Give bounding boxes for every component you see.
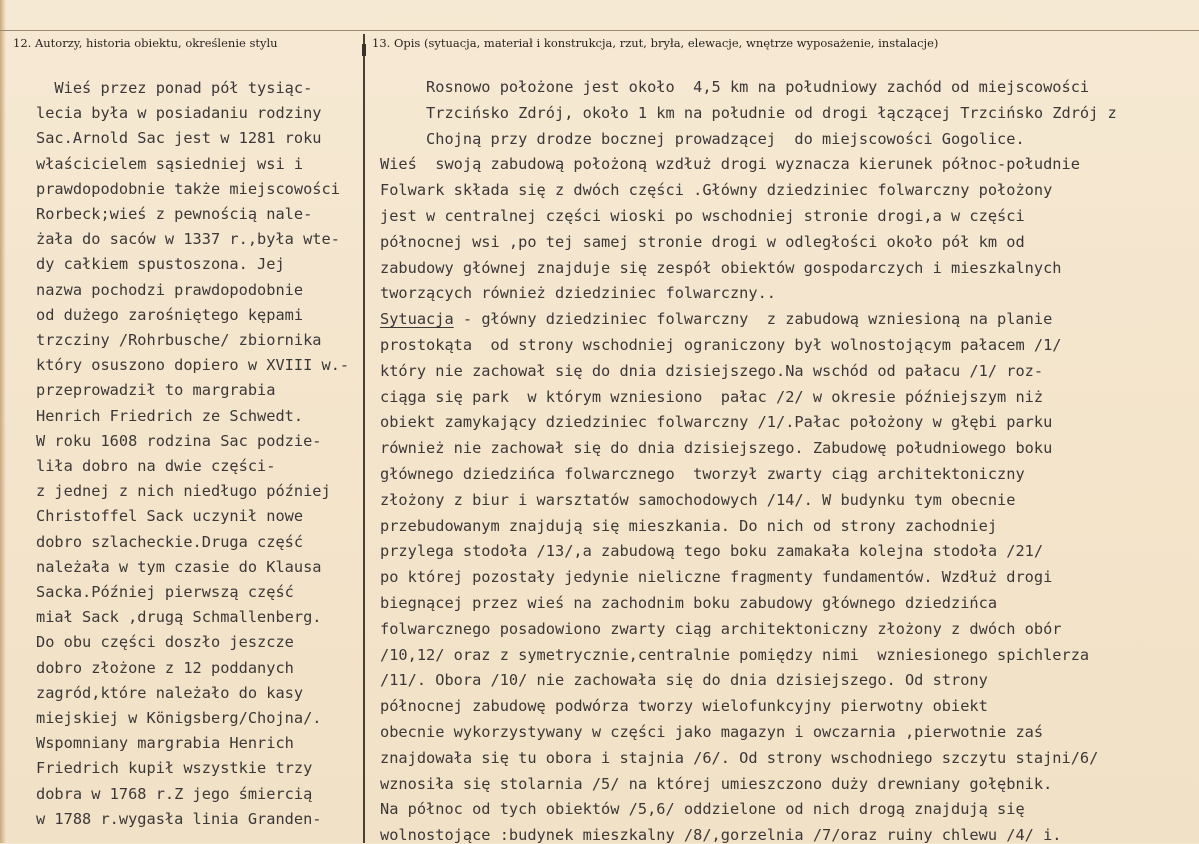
right-column-header: 13. Opis (sytuacja, materiał i konstrukcja, rzut, bryła, elewacje, wnętrze wyposażenie, instalacje) bbox=[372, 36, 939, 50]
text-line: prawdopodobnie także miejscowości bbox=[36, 179, 340, 198]
text-line: folwarcznego posadowiono zwarty ciąg architektoniczny złożony z dwóch obór bbox=[380, 619, 1062, 638]
text-line: dobra w 1768 r.Z jego śmiercią bbox=[36, 784, 313, 803]
text-line: obiekt zamykający dziedziniec folwarczny /1/.Pałac położony w głębi parku bbox=[380, 413, 1053, 432]
text-line: który nie zachował się do dnia dzisiejszego.Na wschód od pałacu /1/ roz- bbox=[380, 361, 1044, 380]
text-line: nazwa pochodzi prawdopodobnie bbox=[36, 280, 304, 299]
text-line: Rosnowo położone jest około 4,5 km na południowy zachód od miejscowości bbox=[380, 78, 1090, 96]
header-rule bbox=[0, 30, 1199, 31]
text-line: Christoffel Sack uczynił nowe bbox=[36, 507, 304, 526]
text-line: miejskiej w Königsberg/Chojna/. bbox=[36, 709, 322, 727]
text-line: ciąga się park w którym wzniesiono pałac /2/ w okresie późniejszym niż bbox=[380, 387, 1044, 406]
text-line: w 1788 r.wygasła linia Granden- bbox=[36, 809, 322, 828]
text-line: żała do saców w 1337 r.,była wte- bbox=[36, 230, 340, 249]
text-line: Sacka.Później pierwszą część bbox=[36, 583, 294, 601]
text-line: /10,12/ oraz z symetrycznie,centralnie pomiędzy nimi wzniesionego spichlerza bbox=[380, 645, 1090, 664]
text-line: wolnostojące :budynek mieszkalny /8/,gorzelnia /7/oraz ruiny chlewu /4/ i. bbox=[380, 826, 1062, 844]
text-line: zabudowy głównej znajduje się zespół obiektów gospodarczych i mieszkalnych bbox=[380, 258, 1062, 277]
text-line: północnej zabudowę podwórza tworzy wielofunkcyjny pierwotny obiekt bbox=[380, 697, 988, 716]
text-line: Sac.Arnold Sac jest w 1281 roku bbox=[36, 129, 322, 148]
section-label-sytuacja: Sytuacja bbox=[380, 310, 454, 329]
text-line: należała w tym czasie do Klausa bbox=[36, 557, 322, 576]
text-line: przebudowanym znajdują się mieszkania. Do nich od strony zachodniej bbox=[380, 516, 998, 535]
text-line: Henrich Friedrich ze Schwedt. bbox=[36, 406, 304, 425]
text-line: po której pozostały jedynie nieliczne fragmenty fundamentów. Wzdłuż drogi bbox=[380, 568, 1053, 587]
text-line: północnej wsi ,po tej samej stronie drogi w odległości około pół km od bbox=[380, 232, 1025, 251]
text-line-rest: - główny dziedziniec folwarczny z zabudową wzniesioną na planie bbox=[453, 310, 1053, 329]
text-line: dobro złożone z 12 poddanych bbox=[36, 658, 294, 677]
text-line: właścicielem sąsiedniej wsi i bbox=[36, 154, 304, 173]
text-line: tworzących również dziedziniec folwarczny.. bbox=[380, 284, 777, 303]
column-divider bbox=[363, 34, 365, 843]
text-line: Wspomniany margrabia Henrich bbox=[36, 734, 294, 753]
text-line: który osuszono dopiero w XVIII w.- bbox=[36, 356, 350, 375]
text-line: Folwark składa się z dwóch części .Główny dziedziniec folwarczny położony bbox=[380, 181, 1053, 200]
text-line: biegnącej przez wieś na zachodnim boku zabudowy głównego dziedzińca bbox=[380, 594, 998, 612]
text-line: z jednej z nich niedługo później bbox=[36, 482, 331, 501]
text-line: Wieś swoją zabudową położoną wzdłuż drogi wyznacza kierunek północ-południe bbox=[380, 155, 1080, 174]
text-line: dobro szlacheckie.Druga część bbox=[36, 532, 304, 551]
text-line: od dużego zarośniętego kępami bbox=[36, 305, 304, 324]
text-line: przeprowadził to margrabia bbox=[36, 381, 276, 400]
text-line: jest w centralnej części wioski po wschodniej stronie drogi,a w części bbox=[380, 207, 1025, 225]
text-line: W roku 1608 rodzina Sac podzie- bbox=[36, 431, 322, 450]
text-line: zagród,które należało do kasy bbox=[36, 683, 304, 702]
text-line: /11/. Obora /10/ nie zachowała się do dnia dzisiejszego. Od strony bbox=[380, 671, 988, 690]
text-line: przylega stodoła /13/,a zabudową tego boku zamakała kolejna stodoła /21/ bbox=[380, 542, 1044, 561]
text-line: obecnie wykorzystywany w części jako magazyn i owczarnia ,pierwotnie zaś bbox=[380, 723, 1044, 741]
text-line: trzcziny /Rohrbusche/ zbiornika bbox=[36, 331, 322, 349]
text-line: Friedrich kupił wszystkie trzy bbox=[36, 759, 313, 778]
text-line: złożony z biur i warsztatów samochodowych /14/. W budynku tym obecnie bbox=[380, 490, 1016, 509]
text-line: wznosiła się stolarnia /5/ na której umieszczono duży drewniany gołębnik. bbox=[380, 774, 1053, 793]
text-line: Do obu części doszło jeszcze bbox=[36, 633, 294, 652]
text-line: Rorbeck;wieś z pewnością nale- bbox=[36, 205, 313, 223]
text-line: Na północ od tych obiektów /5,6/ oddzielone od nich drogą znajdują się bbox=[380, 800, 1025, 819]
text-line: dy całkiem spustoszona. Jej bbox=[36, 255, 285, 274]
text-line: również nie zachował się do dnia dzisiejszego. Zabudowę południowego boku bbox=[380, 439, 1053, 458]
divider-mark bbox=[362, 44, 366, 56]
text-line: Chojną przy drodze bocznej prowadzącej do miejscowości Gogolice. bbox=[380, 129, 1025, 148]
text-line bbox=[380, 310, 1052, 328]
left-column-header: 12. Autorzy, historia obiektu, określenie stylu bbox=[13, 36, 278, 50]
text-line: głównego dziedzińca folwarcznego tworzył zwarty ciąg architektoniczny bbox=[380, 465, 1025, 483]
text-line: znajdowała się tu obora i stajnia /6/. Od strony wschodniego szczytu stajni/6/ bbox=[380, 748, 1099, 767]
text-line: miał Sack ,drugą Schmallenberg. bbox=[36, 608, 322, 627]
text-line: liła dobro na dwie części- bbox=[36, 457, 276, 475]
text-line: prostokąta od strony wschodniej ograniczony był wolnostojącym pałacem /1/ bbox=[380, 336, 1062, 354]
text-line: Trzcińsko Zdrój, około 1 km na południe od drogi łączącej Trzcińsko Zdrój z bbox=[380, 103, 1117, 122]
paper-edge-shadow bbox=[0, 0, 6, 843]
text-line: lecia była w posiadaniu rodziny bbox=[36, 104, 322, 123]
text-line: Wieś przez ponad pół tysiąc- bbox=[36, 79, 313, 97]
